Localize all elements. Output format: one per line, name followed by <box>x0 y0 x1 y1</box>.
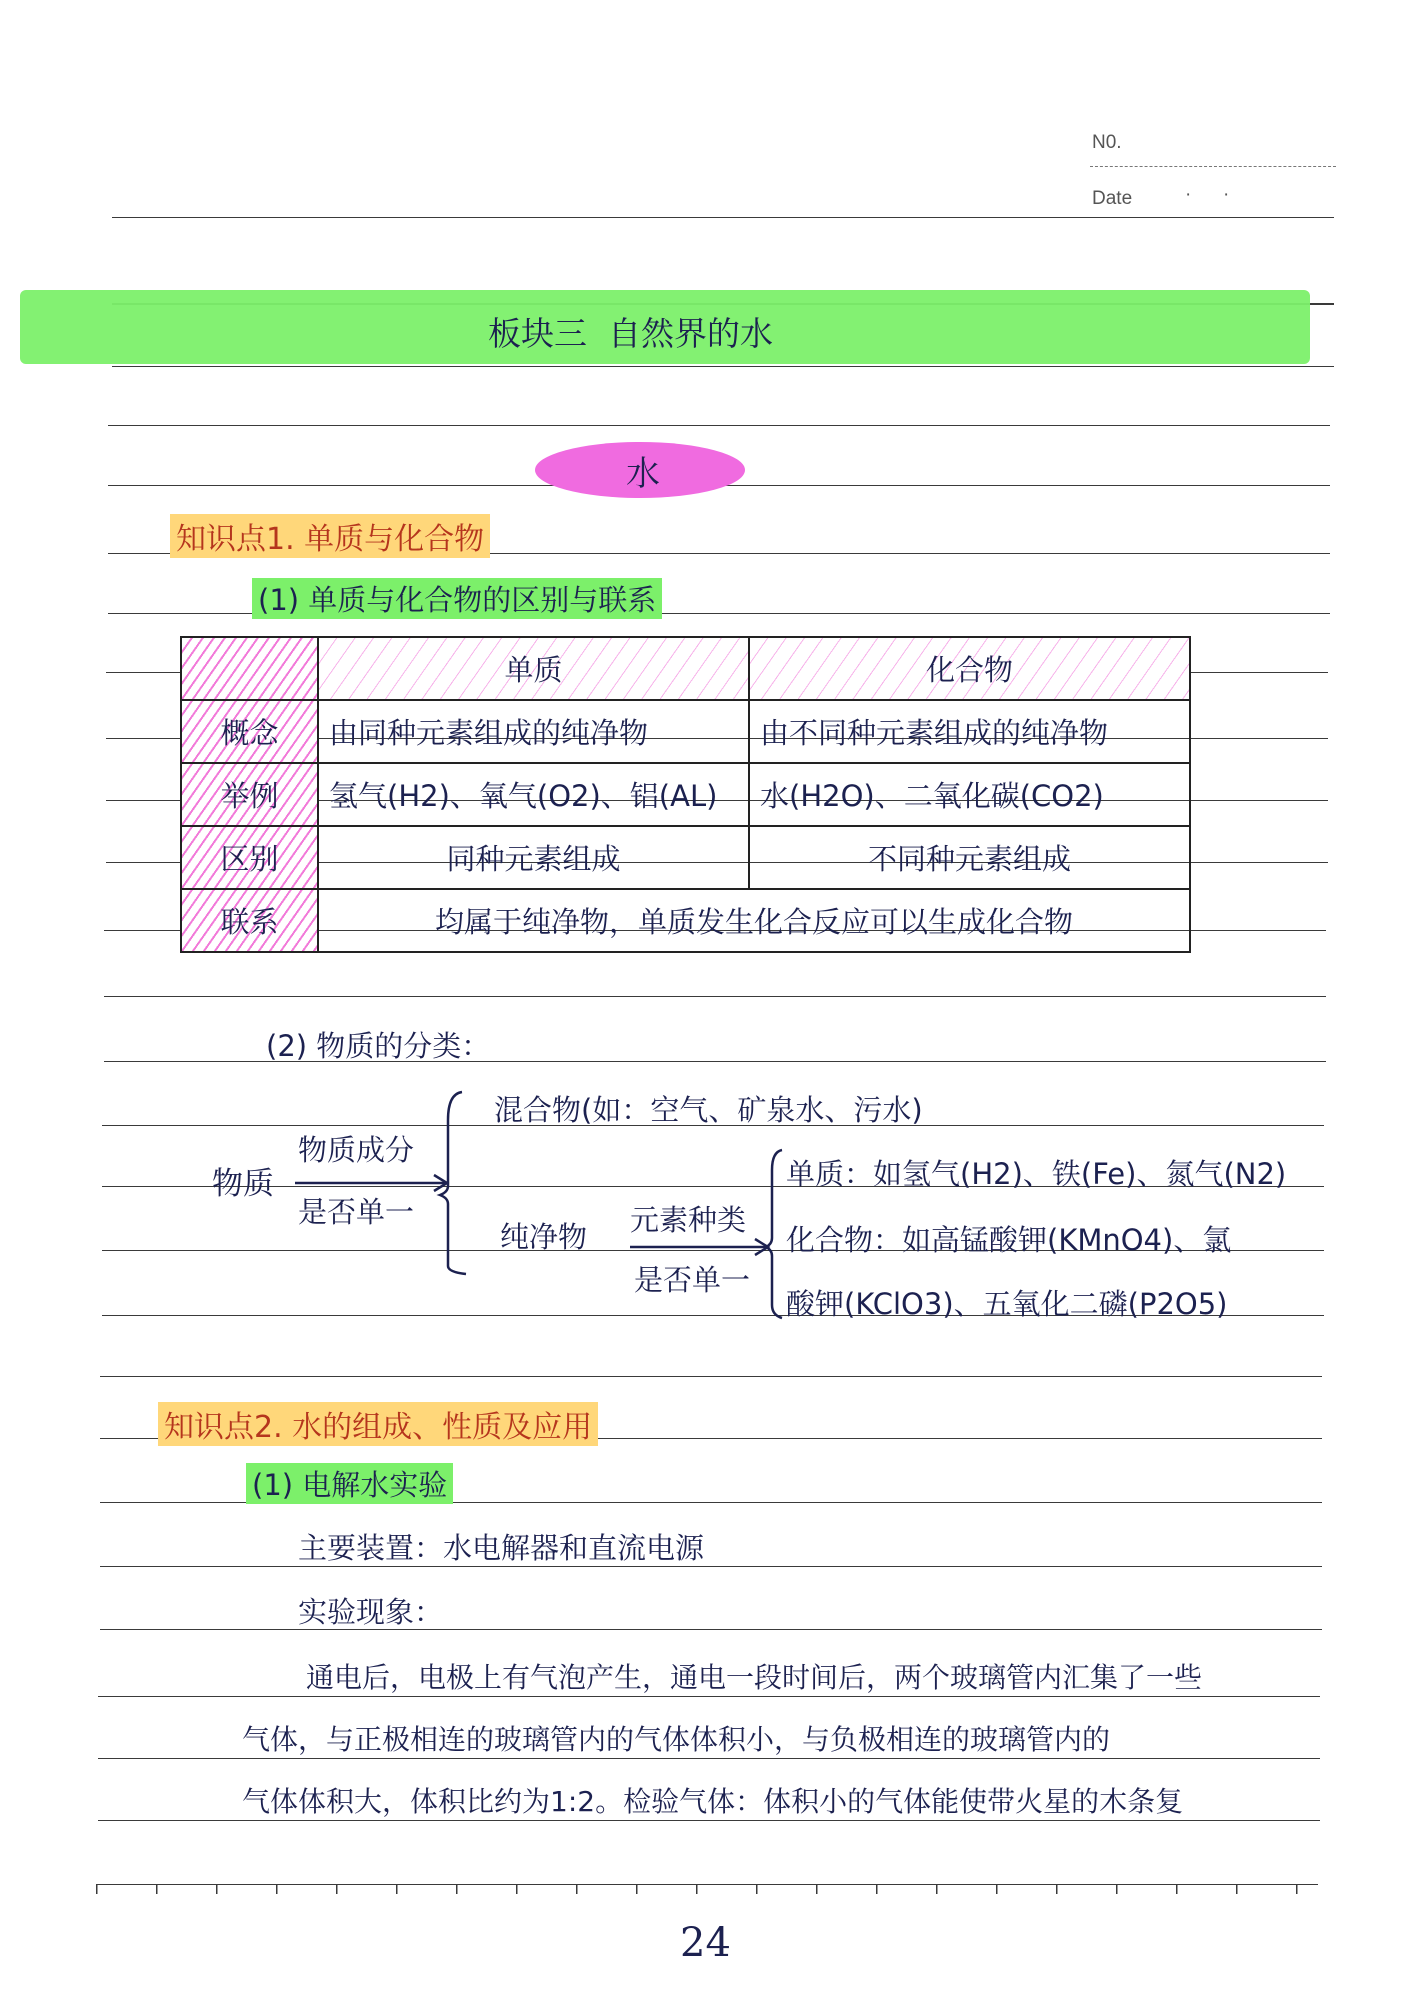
table-cell: 氢气(H2)、氧气(O2)、铝(AL) <box>318 763 749 826</box>
table-cell: 同种元素组成 <box>318 826 749 889</box>
table-merged-cell: 均属于纯净物，单质发生化合反应可以生成化合物 <box>318 889 1190 952</box>
no-label: N0. <box>1092 132 1122 153</box>
date-label: Date <box>1092 188 1133 209</box>
kp2-device: 主要装置：水电解器和直流电源 <box>298 1531 705 1565</box>
class-pure: 纯净物 <box>500 1220 588 1254</box>
table-row-label: 概念 <box>181 700 318 763</box>
table-cell: 水(H2O)、二氧化碳(CO2) <box>749 763 1190 826</box>
table-cell: 由不同种元素组成的纯净物 <box>749 700 1190 763</box>
kp2-para-line1: 通电后，电极上有气泡产生，通电一段时间后，两个玻璃管内汇集了一些 <box>306 1661 1203 1694</box>
kp2-para-line3: 气体体积大，体积比约为1:2。检验气体：体积小的气体能使带火星的木条复 <box>242 1785 1184 1818</box>
table-header-simple: 单质 <box>318 637 749 700</box>
kp1-title: 知识点1. 单质与化合物 <box>170 514 490 558</box>
table-cell: 不同种元素组成 <box>749 826 1190 889</box>
class-compound-line2: 酸钾(KClO3)、五氧化二磷(P2O5) <box>786 1287 1228 1321</box>
kp2-sub1: (1) 电解水实验 <box>246 1463 453 1504</box>
table-row-label: 联系 <box>181 889 318 952</box>
table-row-label: 区别 <box>181 826 318 889</box>
bottom-tick-marks <box>96 1884 1318 1894</box>
class-compound-line1: 化合物：如高锰酸钾(KMnO4)、氯 <box>786 1223 1232 1257</box>
class-arrow2-bottom: 是否单一 <box>634 1263 751 1297</box>
kp1-sub2: (2) 物质的分类： <box>266 1029 491 1063</box>
kp2-phenomenon-label: 实验现象： <box>298 1595 444 1629</box>
class-arrow1-bottom: 是否单一 <box>298 1195 415 1229</box>
kp2-para-line2: 气体，与正极相连的玻璃管内的气体体积小，与负极相连的玻璃管内的 <box>242 1723 1111 1756</box>
class-root: 物质 <box>212 1166 274 1202</box>
class-simple: 单质：如氢气(H2)、铁(Fe)、氮气(N2) <box>786 1157 1287 1191</box>
topic-label: 水 <box>626 454 660 494</box>
class-arrow2-top: 元素种类 <box>630 1203 747 1237</box>
table-row-label: 举例 <box>181 763 318 826</box>
section-title: 板块三 自然界的水 <box>488 314 773 353</box>
class-mixture: 混合物(如：空气、矿泉水、污水) <box>494 1093 923 1127</box>
table-header-compound: 化合物 <box>749 637 1190 700</box>
brace-2 <box>766 1150 782 1318</box>
date-dots: · · <box>1185 184 1230 205</box>
kp2-title: 知识点2. 水的组成、性质及应用 <box>158 1402 598 1446</box>
kp1-sub1: (1) 单质与化合物的区别与联系 <box>252 578 662 619</box>
page-number: 24 <box>680 1920 731 1966</box>
class-arrow1-top: 物质成分 <box>298 1133 415 1167</box>
table-cell: 由同种元素组成的纯净物 <box>318 700 749 763</box>
